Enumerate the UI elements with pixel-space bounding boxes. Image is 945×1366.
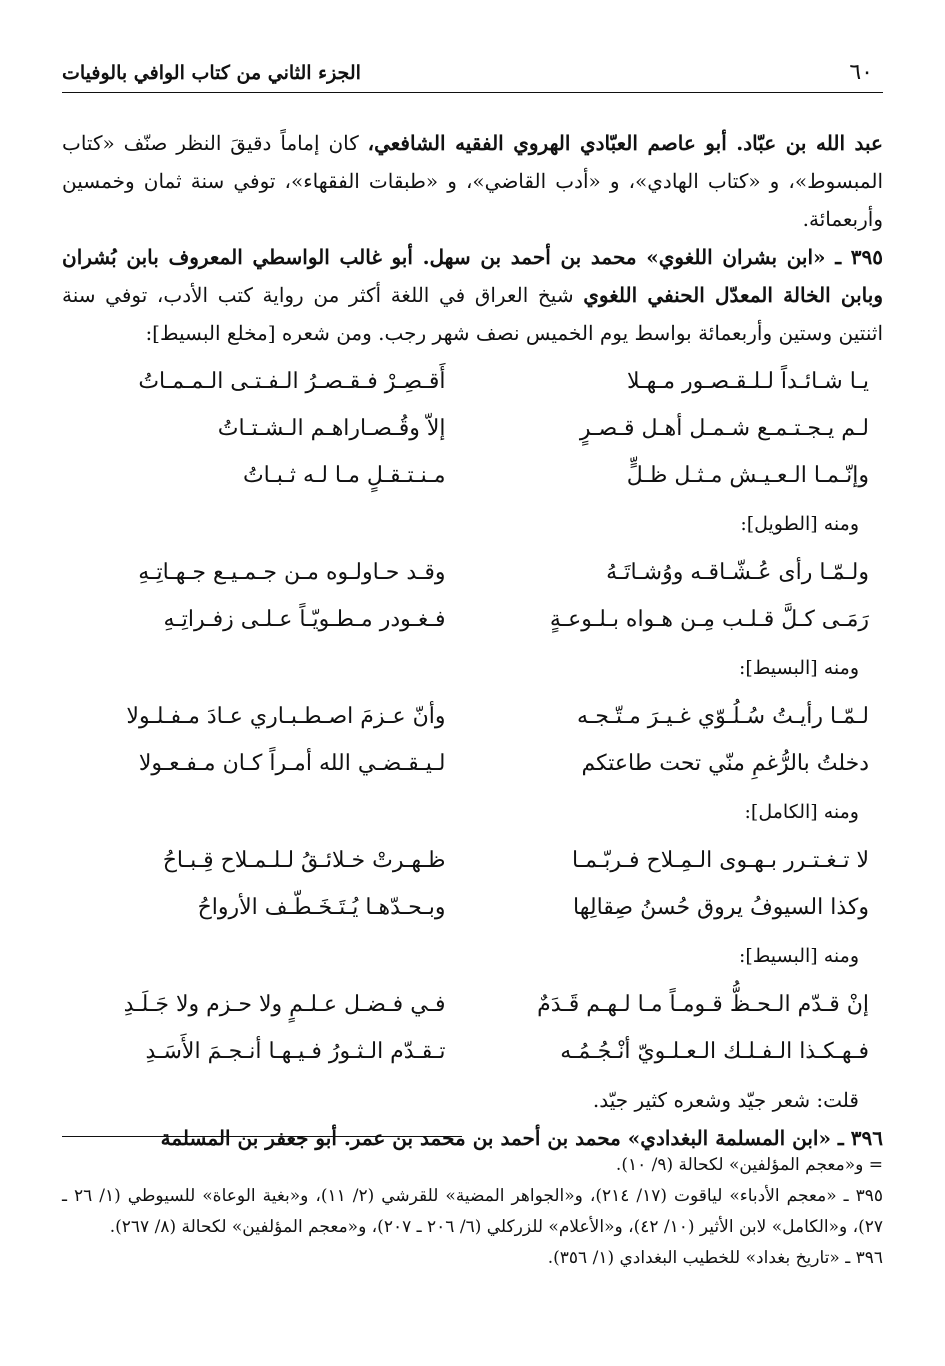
hemistich-first: دخلتُ بالرُّغمِ منّي تحت طاعتكم [581, 750, 869, 776]
hemistich-second: تـقـدّم الـثـورُ فـيـهـا أنـجـمَ الأَسَـدِ [145, 1038, 446, 1064]
verse [62, 596, 883, 643]
poem-5 [62, 981, 883, 1075]
entry-394-name: عبد الله بن عبّاد. أبو عاصم العبّادي الهروي الفقيه الشافعي، [367, 131, 883, 155]
footnote-divider [62, 1136, 462, 1137]
footnote: ٣٩٥ ـ «معجم الأدباء» لياقوت (١٧/ ٢١٤)، و«الجواهر المضية» للقرشي (٢/ ١١)، و«بغية الوعاة» للسيوطي (١/ ٢٦ ـ ٢٧)، و«الكامل» لابن الأثير (١٠/ ٤٢)، و«الأعلام» للزركلي (٦/ ٢٠٦ ـ ٢٠٧)، و«معجم المؤلفين» لكحالة (٨/ ٢٦٧). [62, 1186, 883, 1237]
hemistich-first: ولـمّـا رأى عُـشّـاقـه ووُشـاتَـهُ [606, 559, 869, 585]
verse [62, 358, 883, 405]
hemistich-second: ظـهـرتْ خـلائـقُ لـلـمـلاح قِـبـاحُ [162, 847, 446, 873]
poem-4 [62, 837, 883, 931]
main-text [62, 124, 883, 1157]
entry-394-text: كان إماماً دقيقَ النظر صنّف «كتاب المبسوط»، و «كتاب الهادي»، و «أدب القاضي»، و «طبقات الفقهاء»، توفي سنة ثمان وخمسين وأربعمائة. [62, 131, 883, 231]
hemistich-first: لـمّـا رأيـتُ سُـلُـوّي غـيـرَ مـتّـجـه [576, 703, 869, 729]
poem-5-meter: ومنه [البسيط]: [738, 945, 859, 967]
footnote: ٣٩٦ ـ «تاريخ بغداد» للخطيب البغدادي (١/ ٣٥٦). [547, 1248, 883, 1268]
footnote: = و«معجم المؤلفين» لكحالة (٩/ ١٠). [615, 1155, 883, 1175]
hemistich-second: لـيـقـضـي الله أمـراً كـان مـفـعـولا [138, 750, 446, 776]
page-header [62, 58, 883, 93]
hemistich-second: أَقـصِـرْ فـقـصـرُ الـفـتـى الـمـمـاتُ [138, 368, 446, 394]
entry-395-name: ٣٩٥ ـ «ابن بشران اللغوي» محمد بن أحمد بن سهل. أبو غالب الواسطي المعروف بابن بُشران وبابن الخالة المعدّل الحنفي اللغوي [62, 245, 883, 307]
verse [62, 405, 883, 452]
entry-395-text: شيخ العراق في اللغة أكثر من رواية كتب الأدب، توفي سنة اثنتين وستين وأربعمائة بواسط يوم الخميس نصف شهر رجب. ومن شعره [مخلع البسيط]: [62, 283, 883, 345]
verse [62, 1028, 883, 1075]
verse [62, 740, 883, 787]
poem-4-meter: ومنه [الكامل]: [744, 801, 859, 823]
hemistich-second: وبـحـدّهـا يُـتَـخَـطّـف الأرواحُ [197, 894, 446, 920]
verse [62, 837, 883, 884]
verse [62, 981, 883, 1028]
hemistich-first: إنْ قـدّم الـحـظُّ قـومـاً مـا لـهـم قَـدَمٌ [537, 991, 869, 1017]
poem-3-meter: ومنه [البسيط]: [738, 657, 859, 679]
poem-2 [62, 549, 883, 643]
page-number: ٦٠ [849, 60, 873, 85]
hemistich-first: لـم يـجـتـمـع شـمـل أهـل قـصـرٍ [579, 415, 869, 441]
hemistich-second: وقـد حـاولـوه مـن جـمـيـع جـهـاتِـهِ [138, 559, 446, 585]
footnotes [62, 1150, 883, 1274]
hemistich-second: وأنّ عـزمَ اصـطـبـاري عـادَ مـفـلـولا [126, 703, 446, 729]
entry-396-name: ٣٩٦ ـ «ابن المسلمة البغدادي» محمد بن أحمد بن محمد بن عمر. أبو جعفر بن المسلمة [160, 1126, 883, 1150]
entry-394-continuation [62, 124, 883, 238]
hemistich-first: رَمَـى كـلَّ قـلـب مِـن هـواه بـلـوعـةٍ [549, 606, 869, 632]
hemistich-first: فـهـكـذا الـفـلـك الـعـلـويّ أنْـجُـمُـه [560, 1038, 869, 1064]
verse [62, 452, 883, 499]
hemistich-second: إلاّ وقُـصـاراهـم الـشـتـاتُ [217, 415, 446, 441]
hemistich-second: فـي فـضـل عـلـمٍ ولا حـزم ولا جَـلَـدِ [123, 991, 446, 1017]
author-remark: قلت: شعر جيّد وشعره كثير جيّد. [592, 1088, 859, 1112]
hemistich-second: مـنـتـقـلٍ مـا لـه ثـبـاتُ [242, 462, 446, 488]
hemistich-first: لا تـغـتـرر بـهـوى الـمِـلاح فـربّـمـا [571, 847, 869, 873]
hemistich-first: وكذا السيوفُ يروق حُسنُ صِقالِها [573, 894, 869, 920]
verse [62, 549, 883, 596]
entry-395 [62, 238, 883, 352]
poem-2-meter: ومنه [الطويل]: [740, 513, 859, 535]
hemistich-first: وإنّـمـا الـعـيـش مـثـل ظـلٍّ [626, 462, 869, 488]
poem-3 [62, 693, 883, 787]
poem-1 [62, 358, 883, 499]
hemistich-second: فـغـودر مـطـويّـاً عـلـى زفـراتِـهِ [163, 606, 446, 632]
hemistich-first: يـا شـائـداً لـلـقـصـور مـهـلا [627, 368, 869, 394]
running-title: الجزء الثاني من كتاب الوافي بالوفيات [62, 62, 361, 84]
verse [62, 884, 883, 931]
verse [62, 693, 883, 740]
